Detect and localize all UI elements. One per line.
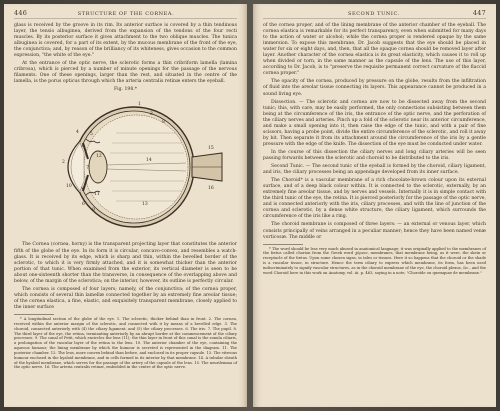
- left-page: [4, 4, 247, 407]
- figure-label: 14: [145, 158, 152, 164]
- left-paragraph: glass is received by the groove in its rim. Its anterior surface is covered by a thin tendinous layer, the tensio albuginea, derived from the expansion of the tendons of the four recti muscles. By its posterior surface it gives attachment to the two oblique muscles. The tunica albuginea is covered, for a part of its extent, by the mucous membrane of the front of the eye, the conjunctiva; and, by reason of the brilliancy of its whiteness, gives occasion to the common expression, "the white of the eye.": [14, 23, 237, 59]
- left-paragraph: The Cornea (cornea, horny) is the transparent projecting layer that constitutes the anterior fifth of the globe of the eye. In its form it is circular, concavo-convex, and resembles a watch-glass. It is received by its edge, which is sharp and thin, within the bevelled border of the sclerotic, to which it is very firmly attached, and it is somewhat thicker than the anterior portion of that tunic. When examined from the exterior, its vertical diameter is seen to be about one-sixteenth shorter than the transverse, in consequence of the overlapping above and below, of the margin of the sclerotica; on the interior, however, its outline is perfectly circular.: [14, 242, 237, 284]
- left-running-title: STRUCTURE OF THE CORNEA.: [77, 11, 175, 17]
- right-running-title: SECOND TUNIC.: [347, 11, 400, 17]
- left-footnote: * A longitudinal section of the globe of the eye. 1. The sclerotic, thicker behind than in front. 2. The cornea, received within the anterior margin of the sclerotic, and connected with it by means of a bevelled edge. 3. The choroid, connected anteriorly with (4) the ciliary ligament, and (5) the ciliary processes. 6. The iris. 7. The pupil. 8. The third layer of the eye, the retina, terminating anteriorly by an abrupt border at the commencement of the ciliary processes. 9. The canal of Petit, which encircles the lens (11); the thin layer in front of this canal is the zonula ciliaris, a prolongation of the vascular layer of the retina to the lens. 10. The anterior chamber of the eye, containing the aqueous humour; the lining membrane by which the humour is secreted is represented in the diagram. 11. The posterior chamber. 12. The lens, more convex behind than before, and enclosed in its proper capsule. 13. The vitreous humour enclosed in the hyaloid membrane, and in cells formed in its interior by that membrane. 14. A tubular sheath of the hyaloid membrane, which serves for the passage of the artery of the capsule of the lens. 15. The neurilemma of the optic nerve. 16. The arteria centralis retinæ, embedded in the centre of the optic nerve.: [14, 316, 237, 370]
- right-page: [253, 4, 496, 407]
- right-paragraph: The opacity of the cornea, produced by pressure on the globe, results from the infiltration of fluid into the areolar tissue connecting its layers. This appearance cannot be produced in a sound living eye.: [263, 79, 486, 97]
- right-running-head: [263, 9, 486, 19]
- right-page-number: 447: [472, 9, 486, 17]
- left-paragraph: At the entrance of the optic nerve, the sclerotic forms a thin cribriform lamella (lamina cribrosa), which is pierced by a number of minute openings for the passage of the nervous filaments. One of these openings, larger than the rest, and situated in the centre of the lamella, is the porus opticus through which the arteria centralis retinæ enters the eyeball.: [14, 61, 237, 85]
- figure-label: 8: [161, 120, 165, 126]
- left-paragraph: The cornea is composed of four layers; namely, of the conjunctiva; of the cornea proper, which consists of several thin lamellæ connected together by an extremely fine areolar tissue; of the cornea elastica, a fine, elastic, and exquisitely transparent membrane, closely applied to the inner surface: [14, 286, 237, 310]
- figure-label: 3: [149, 112, 153, 118]
- footnote-rule: [14, 314, 54, 315]
- left-page-number: 446: [14, 9, 28, 17]
- right-footnote: * The word should be less very much abused in anatomical language; it was originally applied to the membranes of the fœtus called chorion from the Greek word χόριον, membranes, that membrane being, as it were, the skein or receptacle of the fœtus. Upon some chosen signs, in tales or tissues. Here it so happens that the choroid or the shade is a vascular tissue, in structure. Hence the term ciliary to express which membrane, its form, has been used indiscriminately to signify vascular structures, as in the choroid membrane of the eye, the choroid plexus, &c., and the word Choroid here in this work on Anatomy, vol. iii. p. 463, saying in a note, "Choroïde ou quemquae de membrane.": [263, 246, 486, 275]
- right-paragraph: Dissection. — The sclerotic and cornea are now to be dissected away from the second tunic; this, with care, may be easily performed, the only connections subsisting between them being at the circumference of the iris, the entrance of the optic nerve, and the perforation of the ciliary nerves and arteries. Pinch up a fold of the sclerotic near its anterior circumference, and make a small opening into it, then raise the edge of the tunic, and with a pair of fine scissors, having a probe point, divide the entire circumference of the sclerotic, and roll it away by bit. Then separate it from its attachment around the circumference of the iris by a gentle pressure with the edge of the knife. The dissection of the eye must be conducted under water.: [263, 99, 486, 147]
- right-paragraph: The Choroid* is a vascular membrane of a rich chocolate-brown colour upon its external surface, and of a deep black colour within. It is connected to the sclerotic, externally, by an extremely fine areolar tissue, and by nerves and vessels. Internally it is in simple contact with the third tunic of the eye, the retina. It is pierced posteriorly for the passage of the optic nerve, and is connected anteriorly with the iris, ciliary processes, and with the line of junction of the cornea and sclerotic, by a dense white structure, the ciliary ligament, which surrounds the circumference of the iris like a ring.: [263, 178, 486, 220]
- figure-label: 9: [91, 208, 95, 214]
- figure-label: 7: [85, 166, 89, 172]
- figure-label: 2: [61, 160, 65, 166]
- figure-label: 6: [81, 202, 85, 208]
- left-running-head: [14, 9, 237, 19]
- footnote-rule: [263, 244, 303, 245]
- figure-label: 15: [207, 146, 214, 152]
- figure-label: 16: [207, 186, 214, 192]
- right-paragraph: The choroid membrane is composed of three layers: — an external or venous layer, which consists principally of veins arranged in a peculiar manner; hence they have been named venæ vorticosæ. The middle or: [263, 222, 486, 240]
- figure-label: 1: [137, 102, 141, 108]
- figure-caption: Fig. 198.*: [113, 87, 138, 93]
- right-paragraph: Second Tunic. — The second tunic of the eyeball is formed by the choroid, ciliary ligament, and iris, the ciliary processes being an appendage developed from its inner surface.: [263, 164, 486, 176]
- right-paragraph: In the course of this dissection the ciliary nerves and long ciliary arteries will be seen passing forwards between the sclerotic and choroid to be distributed to the iris.: [263, 149, 486, 161]
- figure-label: 11: [93, 192, 100, 198]
- right-paragraph: of the cornea proper, and of the lining membrane of the anterior chamber of the eyeball. The cornea elastica is remarkable for its perfect transparency, even when submitted for many days to the action of water or alcohol; while the cornea proper is rendered opaque by the same immersion. To expose this membrane, Dr. Jacob suggests that the eye should be placed in water for six or eight days, and, then, that all the opaque cornea should be removed layer after layer. Another character of the cornea elastica is its great elasticity, which causes it to roll up when divided or torn, in the same manner as the capsule of the lens. The use of this layer, according to Dr. Jacob, is to "preserve the requisite permanent correct curvature of the flaccid cornea proper.": [263, 23, 486, 77]
- eye-cross-section-illustration: [26, 93, 226, 238]
- figure-label: 5: [89, 132, 93, 138]
- eye-section-figure: [14, 87, 237, 240]
- figure-label: 10: [65, 184, 72, 190]
- figure-label: 13: [141, 202, 148, 208]
- figure-label: 12: [95, 154, 102, 160]
- figure-label: 4: [75, 130, 79, 136]
